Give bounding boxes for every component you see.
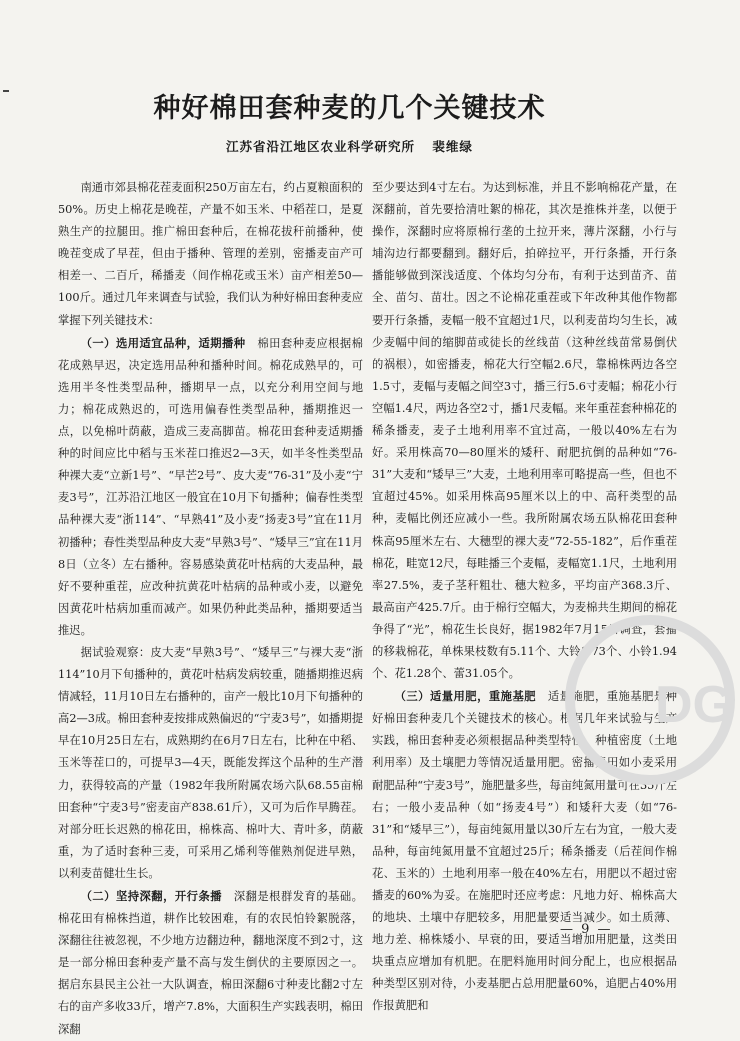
paragraph — [58, 642, 363, 885]
paragraph-text: 深翻是根群发育的基础。棉花田有棉株挡道，耕作比较困难，有的农民怕铃絮脱落，深翻往往被忽视，不少地方边翻边种，翻地深度不到2寸，这是一部分棉田套种麦产量不高与发生倒伏的主要原因之一。据启东县民主公社一大队调查，棉田深翻6寸种麦比翻2寸左右的亩产多收33斤，增产7.8%，大面积生产实践表明，棉田深翻 — [58, 890, 363, 1036]
watermark-text: DG — [655, 676, 733, 734]
section-heading: （三）适量用肥，重施基肥 — [394, 689, 537, 704]
left-column — [58, 177, 363, 1036]
affiliation: 江苏省沿江地区农业科学研究所 — [226, 139, 416, 154]
paragraph — [58, 885, 363, 1041]
section-heading: （二）坚持深翻，开行条播 — [80, 889, 223, 903]
paragraph-text: 适量施肥，重施基肥是种好棉田套种麦几个关键技术的核心。根据几年来试验与生产实践，棉田套种麦必须根据品种类型特性、种植密度（土地利用率）及土壤肥力等情况适量用肥。密播麦田如小麦采用耐肥品种“宁麦3号”，施肥量多些，每亩纯氮用量可在35斤左右；一般小麦品种（如“扬麦4号”）和矮秆大麦（如“76-31”和“矮早三”），每亩纯氮用量以30斤左右为宜，一般大麦品种，每亩纯氮用量不宜超过25斤；稀条播麦（后茬间作棉花、玉米的）土地利用率一般在40%左右，用肥以不超过密播麦的60%为妥。在施肥时还应考虑：凡地力好、棉株高大的地块、土壤中存肥较多，用肥量要适当减少。如土质薄、地力差、棉株矮小、早衰的田，要适当增加用肥量，这类田块重点应增加有机肥。在肥料施用时间分配上，也应根据品种类型区别对待，小麦基肥占总用肥量60%，追肥占40%用作报黄肥和 — [372, 690, 677, 1013]
paragraph — [58, 177, 363, 332]
paragraph-text: 棉田套种麦应根据棉花成熟早迟，决定选用品种和播种时间。棉花成熟早的，可选用半冬性类型品种，播期早一点，以充分利用空间与地力；棉花成熟迟的，可选用偏春性类型品种，播期推迟一点，以免棉叶荫蔽，造成三麦高脚苗。棉花田套种麦适期播种的时间应比中稻与玉米茬口推迟2—3天，如半冬性类型品种裸大麦“立新1号”、“早芒2号”、皮大麦“76-31”及小麦“宁麦3号”，江苏沿江地区一般宜在10月下旬播种；偏春性类型品种裸大麦“浙114”、“早熟41”及小麦“扬麦3号”宜在11月初播种；春性类型品种皮大麦“早熟3号”、“矮早三”宜在11月8日（立冬）左右播种。容易感染黄花叶枯病的大麦品种，最好不要种重茬，应改种抗黄花叶枯病的品种或小麦，以避免因黄花叶枯病加重而减产。如果仍种此类品种，播期要适当推迟。 — [58, 336, 363, 637]
paragraph-text: 至少要达到4寸左右。为达到标准，并且不影响棉花产量，在深翻前，首先要拾清吐絮的棉花，其次是推株并垄，以便于操作，深翻时应将原棉行垄的土拉开来，薄片深翻，小行与埔沟边行都要翻到。翻好后，拍碎拉平，开行条播，开行条播能够做到深浅适度、个体均匀分布，有利于达到苗齐、苗全、苗匀、苗壮。因之不论棉花重茬或下年改种其他作物都要开行条播，麦幅一般不宜超过1尺，以利麦苗均匀生长，减少麦幅中间的缩脚苗或徒长的丝线苗（这种丝线苗常易倒伏的祸根），如密播麦，棉花大行空幅2.6尺，靠棉株两边各空1.5寸，麦幅与麦幅之间空3寸，播三行5.6寸麦幅；棉花小行空幅1.4尺，两边各空2寸，播1尺麦幅。来年重茬套种棉花的稀条播麦，麦子土地利用率不宜过高，一般以40%左右为好。采用株高70—80厘米的矮秆、耐肥抗倒的品种如“76-31”大麦和“矮早三”大麦，土地利用率可略提高一些，但也不宜超过45%。如采用株高95厘米以上的中、高秆类型的品种，麦幅比例还应减小一些。我所附属农场五队棉花田套种株高95厘米左右、大穗型的裸大麦“72-55-182”，后作重茬棉花，畦宽12尺，每畦播三个麦幅，麦幅宽1.1尺，土地利用率27.5%，麦子茎秆粗壮、穗大粒多，平均亩产368.3斤、最高亩产425.7斤。由于棉行空幅大，为麦棉共生期间的棉花争得了“光”，棉花生长良好，据1982年7月15日调查，套播的移栽棉花，单株果枝数有5.11个、大铃1.73个、小铃1.94个、花1.28个、蕾31.05个。 — [372, 181, 677, 681]
article-title: 种好棉田套种麦的几个关键技术 — [153, 93, 546, 124]
paragraph — [58, 332, 363, 642]
right-column — [372, 177, 677, 1013]
section-heading: （一）选用适宜品种，适期播种 — [80, 335, 246, 350]
paragraph — [372, 177, 677, 685]
affiliation-line — [0, 137, 699, 155]
paragraph-text: 据试验观察：皮大麦“早熟3号”、“矮早三”与裸大麦“浙114”10月下旬播种的，黄花叶枯病发病较重，随播期推迟病情减轻，11月10日左右播种的，亩产一般比10月下旬播种的高2—3成。棉田套种麦按排成熟偏迟的“宁麦3号”，如播期提早在10月25日左右，成熟期约在6月7日左右，比种在中稻、玉米等茬口的，可提早3—4天，既能发挥这个品种的生产潜力，获得较高的产量（1982年我所附属农场六队68.55亩棉田套种“宁麦3号”密麦亩产838.61斤），又可为后作早腾茬。对部分旺长迟熟的棉花田，棉株高、棉叶大、青叶多，荫蔽重，为了适时套种三麦，可采用乙烯利等催熟剂促进早熟，以利麦苗健壮生长。 — [58, 645, 363, 880]
paragraph — [372, 685, 677, 1017]
paragraph-text: 南通市郊县棉花茬麦面积250万亩左右，约占夏粮面积的50%。历史上棉花是晚茬，产量不如玉米、中稻茬口，是夏熟生产的拉腿田。推广棉田套种后，在棉花拔秆前播种，使晚茬变成了早茬，但由于播种、管理的差别，密播麦亩产可相差一、二百斤，稀播麦（间作棉花或玉米）亩产相差50—100斤。通过几年来调查与试验，我们认为种好棉田套种麦应掌握下列关键技术： — [58, 181, 363, 327]
page-number: — 9 — — [560, 922, 613, 937]
author: 裴维绿 — [432, 139, 473, 154]
